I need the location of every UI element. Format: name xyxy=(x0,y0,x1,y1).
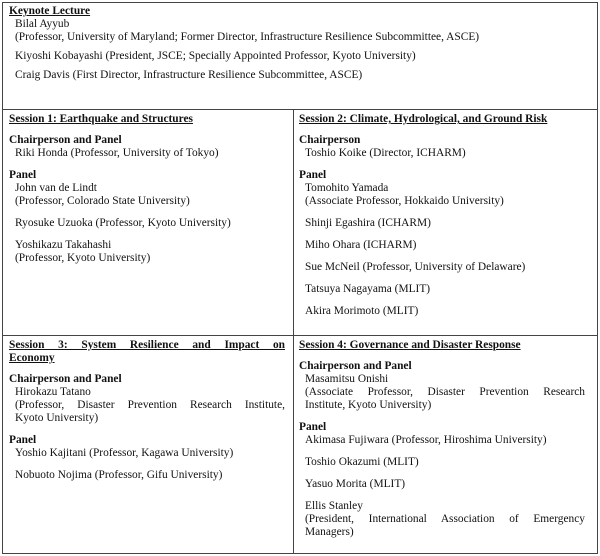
role-heading: Chairperson xyxy=(299,134,361,146)
panelist: Akimasa Fujiwara (Professor, Hiroshima University) xyxy=(305,434,547,446)
column-divider xyxy=(293,109,294,553)
chair-name: Hirokazu Tatano xyxy=(15,386,91,398)
session-title: Session 2: Climate, Hydrological, and Ground Risk xyxy=(299,113,548,125)
speaker-affiliation: (Professor, University of Maryland; Former Director, Infrastructure Resilience Subcommittee, ASCE) xyxy=(15,31,480,43)
panelist: Nobuoto Nojima (Professor, Gifu University) xyxy=(15,469,223,481)
role-heading: Panel xyxy=(9,434,37,446)
chair-affiliation: (Associate Professor, Disaster Prevention Research xyxy=(305,386,585,398)
program-table xyxy=(2,2,598,554)
row-divider xyxy=(3,335,597,336)
role-heading: Panel xyxy=(299,169,327,181)
session-title: Session 3: System Resilience and Impact on xyxy=(9,339,285,351)
row-divider xyxy=(3,109,597,110)
panelist: (Professor, Colorado State University) xyxy=(15,195,190,207)
panelist: John van de Lindt xyxy=(15,182,97,194)
panelist: (Professor, Kyoto University) xyxy=(15,252,151,264)
panelist: (Associate Professor, Hokkaido University) xyxy=(305,195,504,207)
panelist: Managers) xyxy=(305,526,354,538)
session-4-cell xyxy=(299,339,585,539)
role-heading: Panel xyxy=(299,421,327,433)
session-title: Session 4: Governance and Disaster Response xyxy=(299,339,521,351)
session-title: Session 1: Earthquake and Structures xyxy=(9,113,193,125)
chair-affiliation: Institute, Kyoto University) xyxy=(305,399,432,411)
role-heading: Panel xyxy=(9,169,37,181)
panelist: Sue McNeil (Professor, University of Delaware) xyxy=(305,261,526,273)
chair-affiliation: (Professor, Disaster Prevention Research Institute, xyxy=(15,399,285,411)
role-heading: Chairperson and Panel xyxy=(299,360,412,372)
role-heading: Chairperson and Panel xyxy=(9,134,122,146)
panelist: Yoshikazu Takahashi xyxy=(15,239,112,251)
panelist: Ellis Stanley xyxy=(305,500,363,512)
session-title: Economy xyxy=(9,352,55,364)
session-2-cell xyxy=(299,113,591,318)
panelist: Shinji Egashira (ICHARM) xyxy=(305,217,431,229)
panelist: Tatsuya Nagayama (MLIT) xyxy=(305,283,431,295)
chair-name: Riki Honda (Professor, University of Tokyo) xyxy=(15,147,219,159)
keynote-title: Keynote Lecture xyxy=(9,5,91,17)
keynote-cell xyxy=(9,5,589,82)
panelist: Yoshio Kajitani (Professor, Kagawa University) xyxy=(15,447,234,459)
panelist: Miho Ohara (ICHARM) xyxy=(305,239,417,251)
session-3-cell xyxy=(9,339,285,482)
role-heading: Chairperson and Panel xyxy=(9,373,122,385)
panelist: Ryosuke Uzuoka (Professor, Kyoto University) xyxy=(15,217,231,229)
panelist: Akira Morimoto (MLIT) xyxy=(305,305,419,317)
speaker-name: Bilal Ayyub xyxy=(15,18,70,30)
panelist: Toshio Okazumi (MLIT) xyxy=(305,456,419,468)
panelist: (President, International Association of Emergency xyxy=(305,513,585,525)
chair-name: Masamitsu Onishi xyxy=(305,373,389,385)
chair-affiliation: Kyoto University) xyxy=(15,412,99,424)
panelist: Tomohito Yamada xyxy=(305,182,389,194)
panelist: Yasuo Morita (MLIT) xyxy=(305,478,406,490)
chair-name: Toshio Koike (Director, ICHARM) xyxy=(305,147,466,159)
speaker-name: Craig Davis (First Director, Infrastructure Resilience Subcommittee, ASCE) xyxy=(15,69,363,81)
speaker-name: Kiyoshi Kobayashi (President, JSCE; Specially Appointed Professor, Kyoto University) xyxy=(15,50,416,62)
session-1-cell xyxy=(9,113,285,265)
